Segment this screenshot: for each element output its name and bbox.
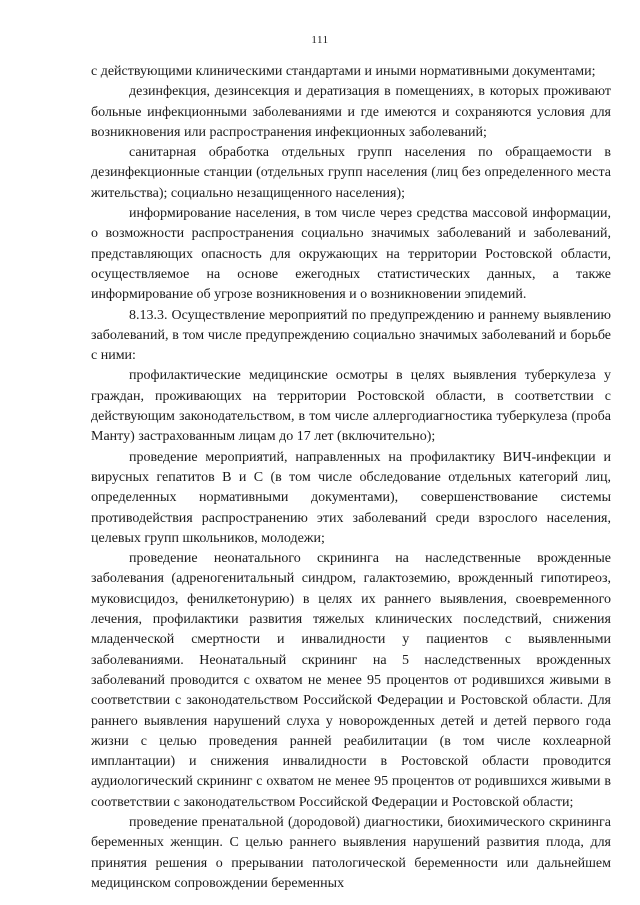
page-number: 111 bbox=[311, 34, 329, 46]
paragraph: дезинфекция, дезинсекция и дератизация в помещениях, в которых проживают больные инфекционными заболеваниями и где имеются и сохраняются условия для возникновения или распространения инфекционных заболеваний; bbox=[91, 84, 611, 140]
paragraph: проведение пренатальной (дородовой) диагностики, биохимического скрининга беременных женщин. С целью раннего выявления нарушений развития плода, для принятия решения о прерывании патологической беременности или дальнейшем медицинском сопровождении беременных bbox=[91, 814, 611, 891]
paragraph: проведение мероприятий, направленных на профилактику ВИЧ-инфекции и вирусных гепатитов В и С (в том числе обследование отдельных категорий лиц, определенных нормативными документами), совершенствование системы противодействия распространению этих заболеваний среди взрослого населения, целевых групп школьников, молодежи; bbox=[91, 449, 611, 546]
paragraph: информирование населения, в том числе через средства массовой информации, о возможности распространения социально значимых заболеваний и заболеваний, представляющих опасность для окружающих на территории Ростовской области, осуществляемое на основе ежегодных статистических данных, а также информирование об угрозе возникновения и о возникновении эпидемий. bbox=[91, 206, 611, 303]
paragraph: санитарная обработка отдельных групп населения по обращаемости в дезинфекционные станции (отдельных групп населения (лиц без определенного места жительства); социально незащищенного населения); bbox=[91, 145, 611, 201]
paragraph: профилактические медицинские осмотры в целях выявления туберкулеза у граждан, проживающих на территории Ростовской области, в соответствии с действующим законодательством, в том числе аллергодиагностика туберкулеза (проба Манту) застрахованным лицам до 17 лет (включительно); bbox=[91, 368, 611, 445]
paragraph: с действующими клиническими стандартами и иными нормативными документами; bbox=[91, 64, 596, 79]
paragraph: 8.13.3. Осуществление мероприятий по предупреждению и раннему выявлению заболеваний, в том числе предупреждению социально значимых заболеваний и борьбе с ними: bbox=[91, 307, 611, 364]
document-body bbox=[91, 62, 611, 894]
paragraph: проведение неонатального скрининга на наследственные врожденные заболевания (адреногенитальный синдром, галактоземию, врожденный гипотиреоз, муковисцидоз, фенилкетонурию) в целях их раннего выявления, своевременного лечения, профилактики развития тяжелых клинических последствий, снижения младенческой смертности и инвалидности у пациентов с выявленными заболеваниями. Неонатальный скрининг на 5 наследственных врожденных заболеваний проводится с охватом не менее 95 процентов от родившихся живыми в соответствии с законодательством Российской Федерации и Ростовской области. Для раннего выявления нарушений слуха у новорожденных детей и детей первого года жизни с целью проведения ранней реабилитации (в том числе кохлеарной имплантации) и снижения инвалидности в Ростовской области проводится аудиологический скрининг с охватом не менее 95 процентов от родившихся живыми в соответствии с законодательством Российской Федерации и Ростовской области; bbox=[91, 551, 611, 810]
